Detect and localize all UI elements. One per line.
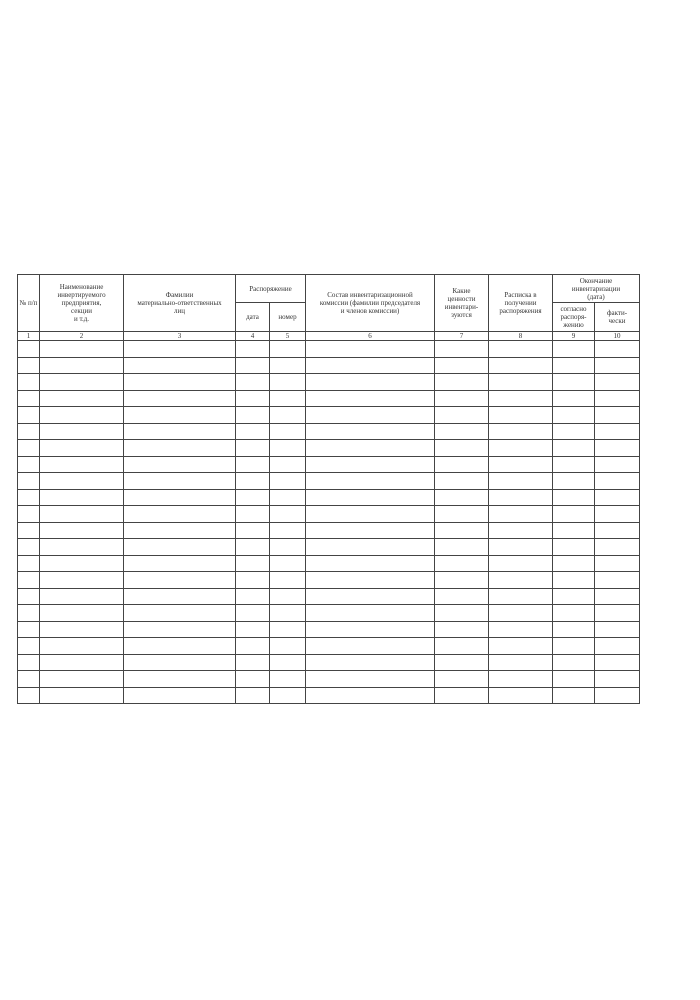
table-cell <box>236 671 270 688</box>
table-cell <box>40 621 124 638</box>
table-cell <box>553 456 595 473</box>
table-cell <box>595 588 640 605</box>
table-row <box>18 539 640 556</box>
table-cell <box>306 555 435 572</box>
table-cell <box>40 423 124 440</box>
table-cell <box>270 341 306 358</box>
header-enterprise-name-line: предприятия, <box>61 299 102 307</box>
table-cell <box>270 357 306 374</box>
header-end-group-line: Окончание <box>579 276 613 285</box>
table-cell <box>124 687 236 704</box>
table-cell <box>489 423 553 440</box>
table-cell <box>40 506 124 523</box>
table-row <box>18 506 640 523</box>
header-row-number <box>18 275 40 332</box>
table-cell <box>435 605 489 622</box>
table-cell <box>306 654 435 671</box>
table-cell <box>435 654 489 671</box>
table-cell <box>553 374 595 391</box>
table-cell <box>124 374 236 391</box>
table-cell <box>595 473 640 490</box>
table-body <box>18 332 640 704</box>
table-cell <box>553 489 595 506</box>
table-cell <box>306 621 435 638</box>
table-cell <box>18 671 40 688</box>
table-cell <box>553 506 595 523</box>
header-order-group-text: Распоряжение <box>249 284 292 293</box>
table-cell <box>595 407 640 424</box>
table-cell <box>553 440 595 457</box>
table-cell <box>489 489 553 506</box>
table-cell <box>306 671 435 688</box>
header-end-planned-line: жению <box>563 321 584 329</box>
table-cell <box>124 357 236 374</box>
header-responsible-persons-line: лиц <box>174 307 185 315</box>
header-end-group-line: инвентаризации <box>571 284 621 293</box>
table-cell <box>595 456 640 473</box>
table-cell <box>18 440 40 457</box>
table-cell <box>489 605 553 622</box>
table-cell <box>270 621 306 638</box>
table-cell <box>489 638 553 655</box>
header-order-number-text: номер <box>278 313 297 321</box>
table-cell <box>236 456 270 473</box>
table-cell <box>553 572 595 589</box>
table-cell <box>489 654 553 671</box>
table-cell <box>306 440 435 457</box>
table-cell <box>435 539 489 556</box>
table-cell <box>236 522 270 539</box>
table-cell <box>18 539 40 556</box>
table-cell <box>124 522 236 539</box>
table-cell <box>553 588 595 605</box>
table-cell <box>306 341 435 358</box>
table-cell <box>18 654 40 671</box>
table-cell <box>236 341 270 358</box>
table-cell <box>236 357 270 374</box>
table-cell <box>306 605 435 622</box>
table-cell <box>124 605 236 622</box>
column-number: 2 <box>40 332 124 341</box>
table-cell <box>124 489 236 506</box>
table-cell <box>124 588 236 605</box>
table-cell <box>236 621 270 638</box>
table-cell <box>18 555 40 572</box>
header-order-date-text: дата <box>246 313 259 321</box>
table-cell <box>595 621 640 638</box>
table-cell <box>270 555 306 572</box>
table-cell <box>40 522 124 539</box>
header-receipt-line: распоряжения <box>499 307 542 315</box>
table-cell <box>40 357 124 374</box>
table-cell <box>435 374 489 391</box>
table-cell <box>124 555 236 572</box>
table-cell <box>595 539 640 556</box>
table-cell <box>124 456 236 473</box>
table-cell <box>40 687 124 704</box>
table-cell <box>270 638 306 655</box>
table-cell <box>236 407 270 424</box>
table-cell <box>236 654 270 671</box>
table-cell <box>553 539 595 556</box>
table-cell <box>595 572 640 589</box>
column-number: 5 <box>270 332 306 341</box>
column-number-row <box>18 332 640 341</box>
header-valuables-line: Какие <box>452 287 471 295</box>
table-cell <box>236 489 270 506</box>
table-cell <box>124 407 236 424</box>
table-cell <box>553 423 595 440</box>
table-cell <box>18 390 40 407</box>
header-valuables-line: ценности <box>447 295 476 303</box>
table-cell <box>270 374 306 391</box>
table-cell <box>595 506 640 523</box>
table-cell <box>595 638 640 655</box>
table-cell <box>236 374 270 391</box>
table-cell <box>124 671 236 688</box>
table-cell <box>306 588 435 605</box>
header-end-group <box>553 275 640 303</box>
table-cell <box>595 489 640 506</box>
table-cell <box>270 572 306 589</box>
table-cell <box>236 473 270 490</box>
table-cell <box>553 341 595 358</box>
header-end-group-line: (дата) <box>587 292 605 301</box>
table-cell <box>124 341 236 358</box>
table-cell <box>270 539 306 556</box>
table-cell <box>124 621 236 638</box>
table-cell <box>18 456 40 473</box>
table-cell <box>435 621 489 638</box>
table-cell <box>435 489 489 506</box>
table-cell <box>124 473 236 490</box>
table-cell <box>40 407 124 424</box>
table-cell <box>270 687 306 704</box>
table-row <box>18 572 640 589</box>
table-cell <box>306 522 435 539</box>
table-cell <box>306 572 435 589</box>
table-row <box>18 374 640 391</box>
table-cell <box>40 374 124 391</box>
table-cell <box>435 407 489 424</box>
table-cell <box>18 687 40 704</box>
header-row-number-text: № п/п <box>19 299 38 307</box>
table-row <box>18 390 640 407</box>
table-cell <box>236 506 270 523</box>
table-cell <box>489 555 553 572</box>
table-cell <box>18 572 40 589</box>
table-cell <box>18 407 40 424</box>
table-cell <box>236 638 270 655</box>
table-cell <box>489 687 553 704</box>
table-cell <box>489 572 553 589</box>
table-cell <box>595 605 640 622</box>
table-cell <box>40 671 124 688</box>
table-cell <box>40 440 124 457</box>
table-cell <box>435 555 489 572</box>
column-number: 9 <box>553 332 595 341</box>
header-responsible-persons-line: материально-ответственных <box>137 299 222 307</box>
table-cell <box>306 390 435 407</box>
table-row <box>18 588 640 605</box>
table-cell <box>236 687 270 704</box>
table-cell <box>40 390 124 407</box>
table-cell <box>435 671 489 688</box>
table-cell <box>124 506 236 523</box>
table-cell <box>435 522 489 539</box>
table-cell <box>306 506 435 523</box>
table-cell <box>270 440 306 457</box>
header-valuables-line: зуются <box>451 311 472 319</box>
table-cell <box>553 687 595 704</box>
table-cell <box>18 374 40 391</box>
table-row <box>18 456 640 473</box>
table-cell <box>595 374 640 391</box>
table-cell <box>236 539 270 556</box>
table-cell <box>489 621 553 638</box>
table-cell <box>270 654 306 671</box>
table-cell <box>306 539 435 556</box>
table-cell <box>306 687 435 704</box>
table-cell <box>40 588 124 605</box>
table-cell <box>306 489 435 506</box>
table-row <box>18 671 640 688</box>
header-end-actual <box>595 303 640 332</box>
table-cell <box>236 572 270 589</box>
table-cell <box>236 605 270 622</box>
table-cell <box>489 440 553 457</box>
table-cell <box>270 506 306 523</box>
table-cell <box>489 374 553 391</box>
table-row <box>18 423 640 440</box>
table-cell <box>595 654 640 671</box>
header-commission-line: Состав инвентаризационной <box>327 291 413 299</box>
table-cell <box>270 605 306 622</box>
table-cell <box>595 671 640 688</box>
table-cell <box>553 473 595 490</box>
table-cell <box>306 407 435 424</box>
table-cell <box>236 390 270 407</box>
table-cell <box>595 440 640 457</box>
header-receipt <box>489 275 553 332</box>
table-row <box>18 440 640 457</box>
table-cell <box>435 423 489 440</box>
header-end-actual-line: факти- <box>606 309 628 317</box>
header-enterprise-name-line: и т.д. <box>73 315 90 323</box>
header-enterprise-name <box>40 275 124 332</box>
table-cell <box>236 555 270 572</box>
table-cell <box>306 374 435 391</box>
header-receipt-line: получении <box>504 299 537 307</box>
table-row <box>18 357 640 374</box>
table-row <box>18 489 640 506</box>
table-cell <box>18 588 40 605</box>
table-cell <box>40 489 124 506</box>
header-receipt-line: Расписка в <box>504 291 537 299</box>
table-row <box>18 407 640 424</box>
table-cell <box>18 638 40 655</box>
table-cell <box>124 539 236 556</box>
table-cell <box>435 341 489 358</box>
table-cell <box>553 390 595 407</box>
table-cell <box>236 440 270 457</box>
table-cell <box>270 423 306 440</box>
header-end-planned-line: распоря- <box>560 313 587 321</box>
header-order-group <box>236 275 306 303</box>
table-cell <box>595 522 640 539</box>
table-cell <box>553 522 595 539</box>
table-cell <box>553 357 595 374</box>
table-cell <box>595 341 640 358</box>
table-cell <box>435 357 489 374</box>
table-cell <box>489 390 553 407</box>
header-end-actual-line: чески <box>608 317 626 325</box>
table-cell <box>40 605 124 622</box>
table-row <box>18 341 640 358</box>
header-order-number <box>270 303 306 332</box>
header-commission-line: и членов комиссии) <box>340 307 400 315</box>
table-row <box>18 654 640 671</box>
table-cell <box>270 390 306 407</box>
header-enterprise-name-line: Наименование <box>59 283 104 291</box>
table-cell <box>236 423 270 440</box>
table-row <box>18 605 640 622</box>
column-number: 10 <box>595 332 640 341</box>
table-cell <box>595 357 640 374</box>
table-cell <box>270 671 306 688</box>
table-cell <box>489 522 553 539</box>
table-cell <box>435 588 489 605</box>
table-cell <box>270 489 306 506</box>
table-row <box>18 621 640 638</box>
table-row <box>18 638 640 655</box>
table-cell <box>306 456 435 473</box>
table-cell <box>18 473 40 490</box>
table-row <box>18 522 640 539</box>
table-cell <box>124 638 236 655</box>
table-cell <box>40 456 124 473</box>
table-cell <box>270 522 306 539</box>
header-enterprise-name-line: инвертируемого <box>57 291 106 299</box>
table-cell <box>553 671 595 688</box>
table-cell <box>489 357 553 374</box>
table-cell <box>306 473 435 490</box>
table-cell <box>435 572 489 589</box>
table-cell <box>18 423 40 440</box>
table-cell <box>595 687 640 704</box>
header-responsible-persons-line: Фамилии <box>165 291 194 299</box>
table-row <box>18 555 640 572</box>
table-cell <box>18 506 40 523</box>
table-cell <box>435 473 489 490</box>
table-cell <box>40 572 124 589</box>
table-cell <box>124 572 236 589</box>
table-row <box>18 473 640 490</box>
table-cell <box>270 588 306 605</box>
table-cell <box>553 605 595 622</box>
table-cell <box>595 390 640 407</box>
column-number: 7 <box>435 332 489 341</box>
header-valuables <box>435 275 489 332</box>
table-cell <box>489 671 553 688</box>
table-cell <box>18 357 40 374</box>
column-number: 3 <box>124 332 236 341</box>
header-responsible-persons <box>124 275 236 332</box>
table-cell <box>553 621 595 638</box>
table-cell <box>553 555 595 572</box>
header-valuables-line: инвентари- <box>444 303 479 311</box>
table-cell <box>553 638 595 655</box>
column-number: 8 <box>489 332 553 341</box>
table-cell <box>435 440 489 457</box>
table-cell <box>489 341 553 358</box>
table-cell <box>270 456 306 473</box>
table-cell <box>435 390 489 407</box>
table-cell <box>40 473 124 490</box>
table-cell <box>270 473 306 490</box>
table-cell <box>18 522 40 539</box>
table-cell <box>435 638 489 655</box>
table-cell <box>40 638 124 655</box>
header-enterprise-name-line: секции <box>71 307 92 315</box>
table-cell <box>489 456 553 473</box>
table-cell <box>40 341 124 358</box>
table-cell <box>270 407 306 424</box>
header-commission <box>306 275 435 332</box>
table-cell <box>489 539 553 556</box>
header-order-date <box>236 303 270 332</box>
table-cell <box>306 638 435 655</box>
table-cell <box>18 341 40 358</box>
table-cell <box>489 506 553 523</box>
table-cell <box>18 621 40 638</box>
table-cell <box>595 423 640 440</box>
table-cell <box>435 506 489 523</box>
table-cell <box>18 605 40 622</box>
table-cell <box>18 489 40 506</box>
table-cell <box>124 654 236 671</box>
table-cell <box>489 473 553 490</box>
table-cell <box>435 456 489 473</box>
table-cell <box>595 555 640 572</box>
table-cell <box>40 539 124 556</box>
table-cell <box>40 654 124 671</box>
inventory-table <box>17 274 640 704</box>
table-cell <box>489 588 553 605</box>
table-cell <box>124 390 236 407</box>
table-cell <box>124 423 236 440</box>
table-row <box>18 687 640 704</box>
table-cell <box>124 440 236 457</box>
column-number: 6 <box>306 332 435 341</box>
table-cell <box>40 555 124 572</box>
table-cell <box>435 687 489 704</box>
header-commission-line: комиссии (фамилии председателя <box>319 299 421 307</box>
table-cell <box>236 588 270 605</box>
table-cell <box>306 357 435 374</box>
header-end-planned-line: согласно <box>560 305 587 313</box>
table-cell <box>489 407 553 424</box>
column-number: 4 <box>236 332 270 341</box>
column-number: 1 <box>18 332 40 341</box>
table-cell <box>553 407 595 424</box>
header-end-planned <box>553 303 595 332</box>
table-cell <box>553 654 595 671</box>
table-cell <box>306 423 435 440</box>
